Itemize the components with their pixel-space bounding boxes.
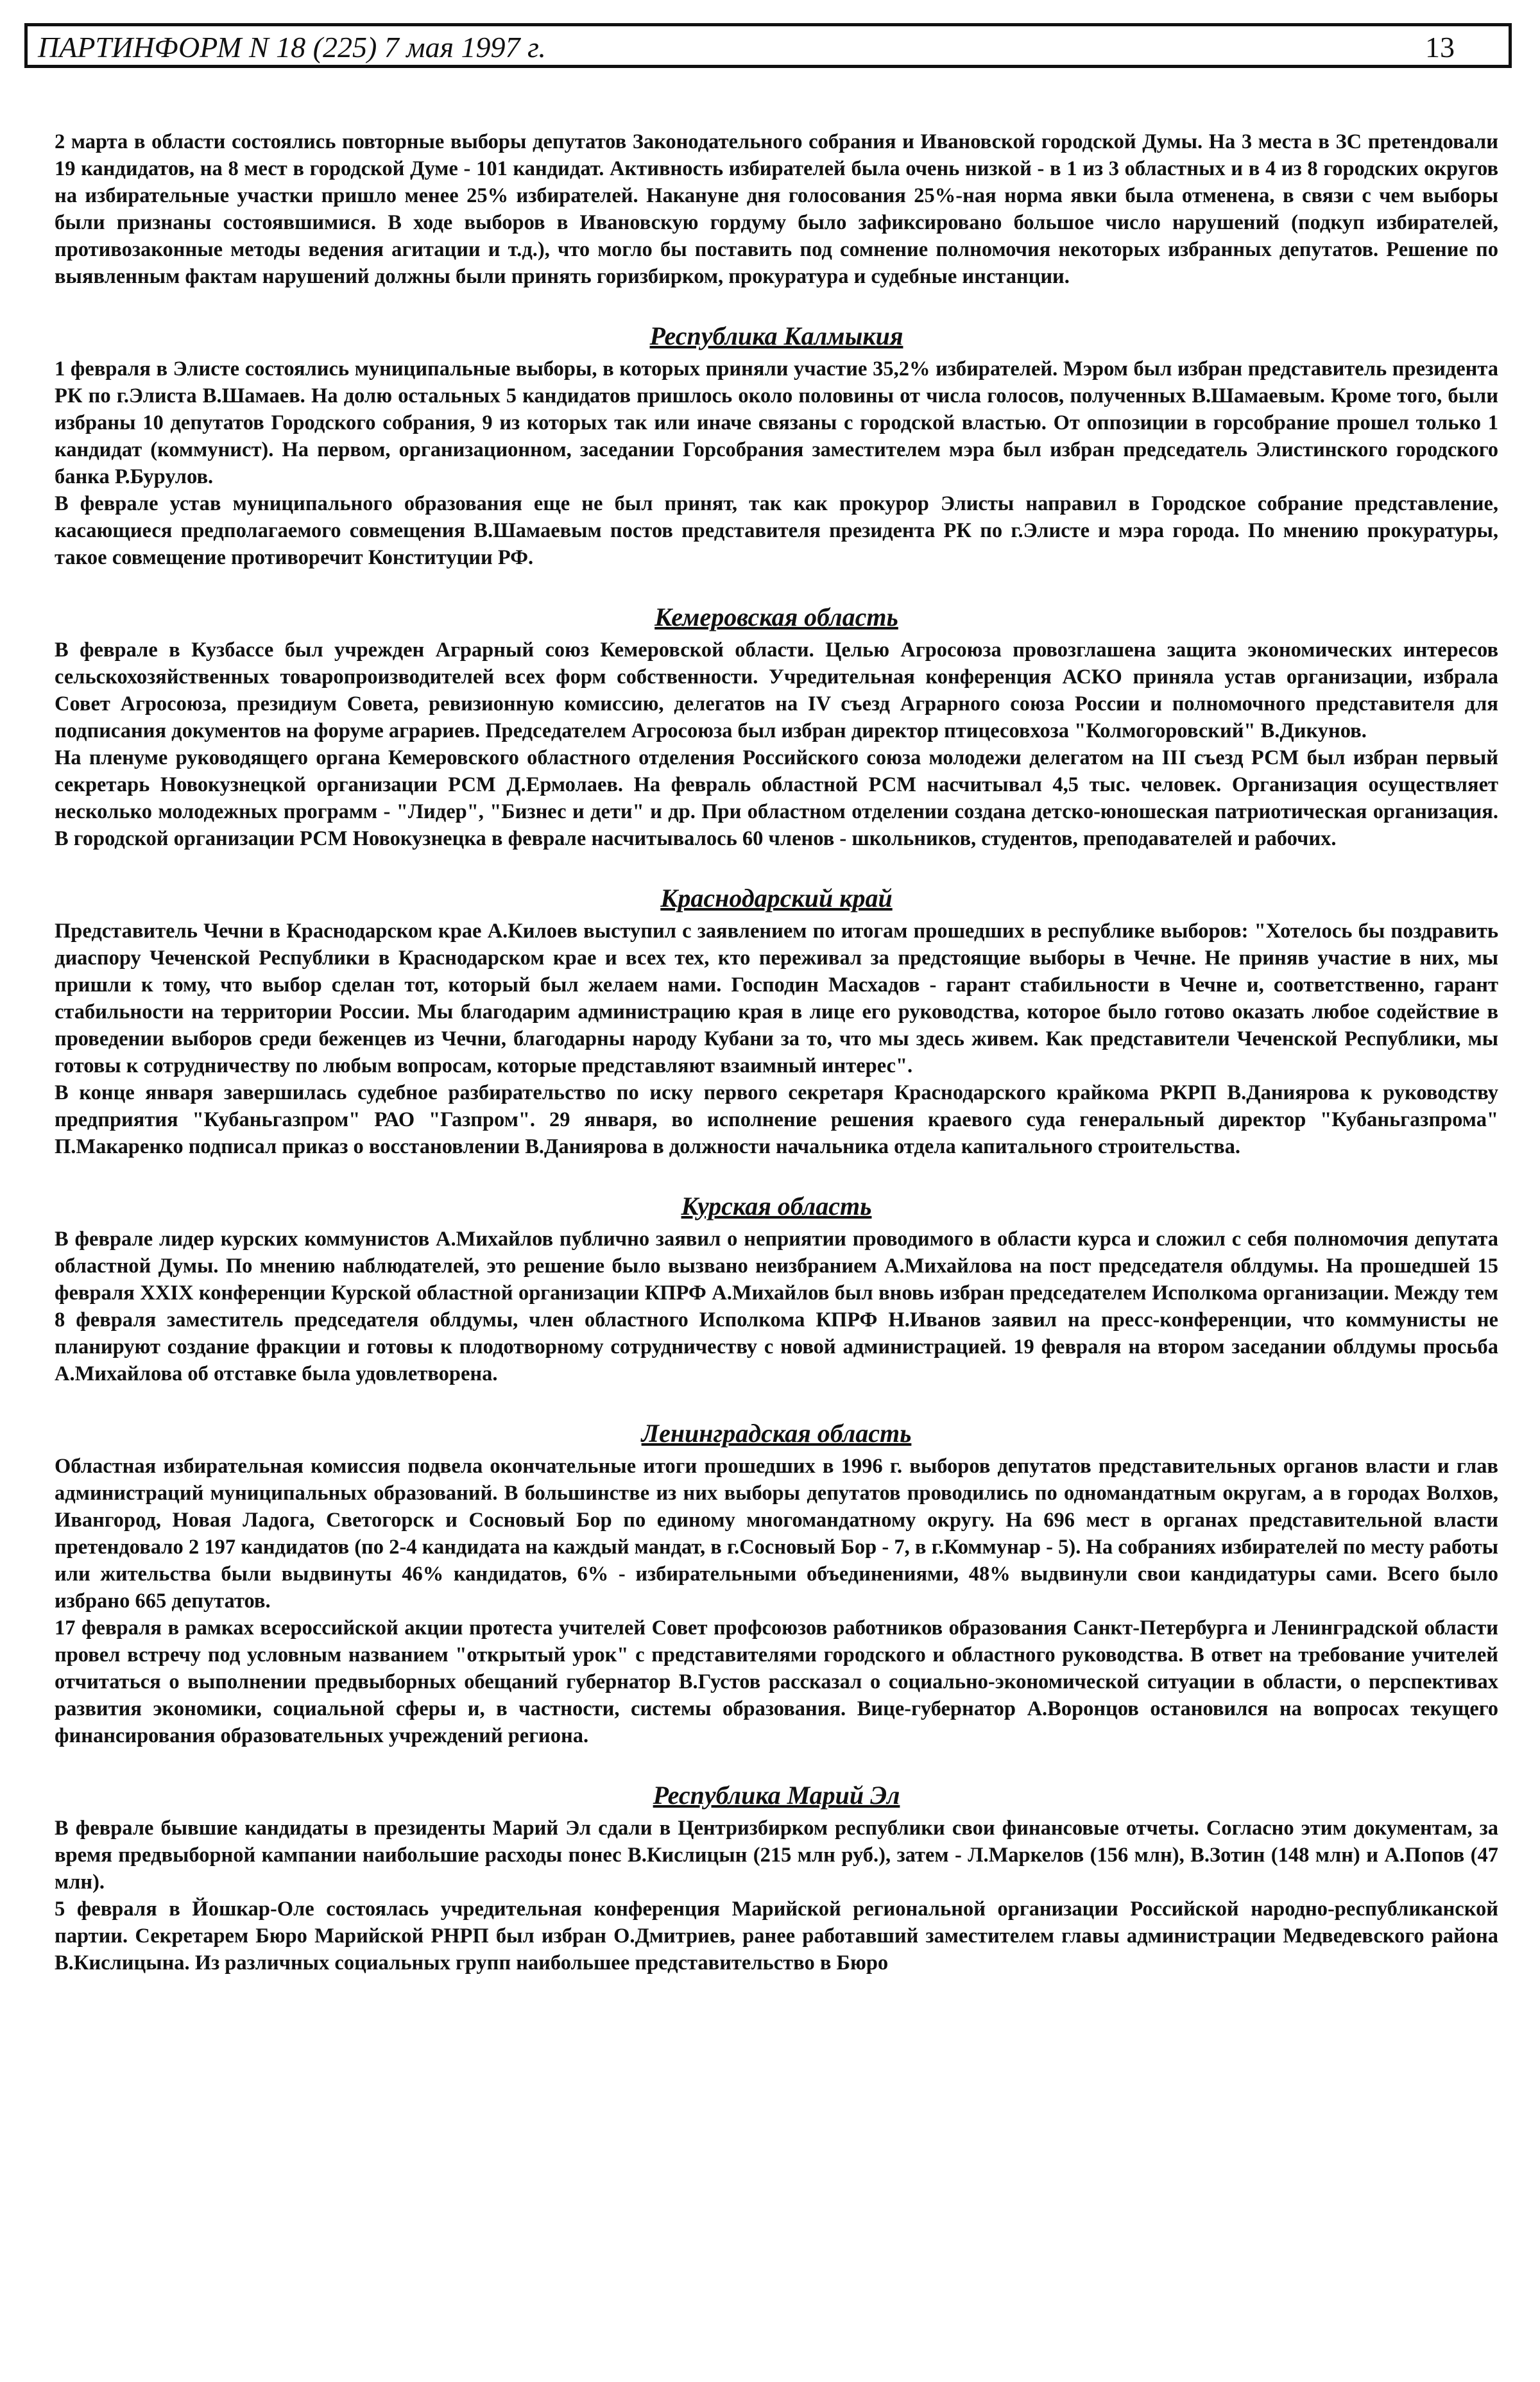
section-title-krasnodar: Краснодарский край (660, 884, 893, 913)
intro-paragraph: 2 марта в области состоялись повторные выборы депутатов Законодательного собрания и Ивановской городской Думы. На 3 места в ЗС претендовали 19 кандидатов, на 8 мест в городской Думе - 101 кандидат. Активность избирателей была очень низкой - в 1 из 3 областных и в 4 из 8 городских округов на избирательные участки пришло менее 25% избирателей. Накануне дня голосования 25%-ная норма явки была отменена, в связи с чем выборы были признаны состоявшимися. В ходе выборов в Ивановскую гордуму было зафиксировано большое число нарушений (подкуп избирателей, противозаконные методы ведения агитации и т.д.), что могло бы поставить под сомнение полномочия некоторых избранных депутатов. Решение по выявленным фактам нарушений должны были принять горизбирком, прокуратура и судебные инстанции. (55, 130, 1498, 288)
section-paragraph: На пленуме руководящего органа Кемеровского областного отделения Российского союза молодежи делегатом на III съезд РСМ был избран первый секретарь Новокузнецкой организации РСМ Д.Ермолаев. На февраль областной РСМ насчитывал 4,5 тыс. человек. Организация осуществляет несколько молодежных программ - "Лидер", "Бизнес и дети" и др. При областном отделении создана детско-юношеская патриотическая организация. В городской организации РСМ Новокузнецка в феврале насчитывалось 60 членов - школьников, студентов, преподавателей и рабочих. (55, 746, 1498, 850)
section-paragraph: В феврале в Кузбассе был учрежден Аграрный союз Кемеровской области. Целью Агросоюза провозглашена защита экономических интересов сельскохозяйственных товаропроизводителей всех форм собственности. Учредительная конференция АСКО приняла устав организации, избрала Совет Агросоюза, президиум Совета, ревизионную комиссию, делегатов на IV съезд Аграрного союза России и полномочного представителя для подписания документов на форуме аграриев. Председателем Агросоюза был избран директор птицесовхоза "Колмогоровский" В.Дикунов. (55, 638, 1498, 742)
section-title-leningrad: Ленинградская область (641, 1419, 912, 1448)
publication-title: ПАРТИНФОРМ N 18 (225) 7 мая 1997 г. (38, 31, 546, 64)
page-header (24, 23, 1512, 68)
article-body (55, 128, 1498, 2361)
section-paragraph: 1 февраля в Элисте состоялись муниципальные выборы, в которых приняли участие 35,2% избирателей. Мэром был избран представитель президента РК по г.Элиста В.Шамаев. На долю остальных 5 кандидатов пришлось около половины от числа голосов, полученных В.Шамаевым. Кроме того, были избраны 10 депутатов Городского собрания, 9 из которых так или иначе связаны с городской властью. От оппозиции в горсобрание прошел только 1 кандидат (коммунист). На первом, организационном, заседании Горсобрания заместителем мэра был избран председатель Элистинского городского банка Р.Бурулов. (55, 357, 1498, 488)
section-paragraph: В конце января завершилась судебное разбирательство по иску первого секретаря Краснодарского крайкома РКРП В.Даниярова к руководству предприятия "Кубаньгазпром" РАО "Газпром". 29 января, во исполнение решения краевого суда генеральный директор "Кубаньгазпрома" П.Макаренко подписал приказ о восстановлении В.Даниярова в должности начальника отдела капитального строительства. (55, 1081, 1498, 1158)
section-paragraph: В феврале лидер курских коммунистов А.Михайлов публично заявил о неприятии проводимого в области курса и сложил с себя полномочия депутата областной Думы. По мнению наблюдателей, это решение было вызвано неизбранием А.Михайлова на пост председателя облдумы. На прошедшей 15 февраля XXIX конференции Курской областной организации КПРФ А.Михайлов был вновь избран председателем Исполкома организации. Между тем 8 февраля заместитель председателя облдумы, член областного Исполкома КПРФ Н.Иванов заявил на пресс-конференции, что коммунисты не планируют создание фракции и готовы к плодотворному сотрудничеству с новой администрацией. 19 февраля на втором заседании облдумы просьба А.Михайлова об отставке была удовлетворена. (55, 1228, 1498, 1385)
section-paragraph: В феврале бывшие кандидаты в президенты Марий Эл сдали в Центризбирком республики свои финансовые отчеты. Согласно этим документам, за время предвыборной кампании наибольшие расходы понес В.Кислицын (215 млн руб.), затем - Л.Маркелов (156 млн), В.Зотин (148 млн) и А.Попов (47 млн). (55, 1817, 1498, 1894)
section-title-kursk: Курская область (681, 1192, 872, 1221)
section-paragraph: Представитель Чечни в Краснодарском крае А.Килоев выступил с заявлением по итогам прошедших в республике выборов: "Хотелось бы поздравить диаспору Чеченской Республики в Краснодарском крае и всех тех, кто переживал за предстоящие выборы в Чечне. Не приняв участие в них, мы пришли к тому, что выбор сделан тот, который был желаем нами. Господин Масхадов - гарант стабильности в Чечне и, соответственно, гарант стабильности на территории России. Мы благодарим администрацию края в лице его руководства, которое было готово оказать любое содействие в проведении выборов среди беженцев из Чечни, благодарны народу Кубани за то, что мы здесь живем. Как представители Чеченской Республики, мы готовы к сотрудничеству по любым вопросам, которые представляют взаимный интерес". (55, 920, 1498, 1077)
page-number: 13 (1425, 31, 1455, 64)
section-paragraph: 17 февраля в рамках всероссийской акции протеста учителей Совет профсоюзов работников образования Санкт-Петербурга и Ленинградской области провел встречу под условным названием "открытый урок" с представителями городского и областного руководства. В ответ на требование учителей отчитаться о выполнении предвыборных обещаний губернатор В.Густов рассказал о социально-экономической ситуации в области, о перспективах развития экономики, социальной сферы и, в частности, системы образования. Вице-губернатор А.Воронцов остановился на вопросах текущего финансирования образовательных учреждений региона. (55, 1616, 1498, 1747)
section-paragraph: 5 февраля в Йошкар-Оле состоялась учредительная конференция Марийской региональной организации Российской народно-республиканской партии. Секретарем Бюро Марийской РНРП был избран О.Дмитриев, ранее работавший заместителем главы администрации Медведевского района В.Кислицына. Из различных социальных групп наибольшее представительство в Бюро (55, 1898, 1498, 1975)
section-title-mari-el: Республика Марий Эл (653, 1781, 900, 1810)
section-title-kalmykia: Республика Калмыкия (649, 321, 903, 350)
section-paragraph: В феврале устав муниципального образования еще не был принят, так как прокурор Элисты направил в Городское собрание представление, касающиеся предполагаемого совмещения В.Шамаевым постов представителя президента РК по г.Элисте и мэра города. По мнению прокуратуры, такое совмещение противоречит Конституции РФ. (55, 492, 1498, 569)
section-title-kemerovo: Кемеровская область (654, 603, 898, 631)
section-paragraph: Областная избирательная комиссия подвела окончательные итоги прошедших в 1996 г. выборов депутатов представительных органов власти и глав администраций муниципальных образований. В большинстве из них выборы депутатов проводились по одномандатным округам, а в городах Волхов, Ивангород, Новая Ладога, Светогорск и Сосновый Бор по единому многомандатному округу. На 696 мест в органах представительной власти претендовало 2 197 кандидатов (по 2-4 кандидата на каждый мандат, в г.Сосновый Бор - 7, в г.Коммунар - 5). На собраниях избирателей по месту работы или жительства были выдвинуты 46% кандидатов, 6% - избирательными объединениями, 48% выдвинули свои кандидатуры сами. Всего было избрано 665 депутатов. (55, 1455, 1498, 1613)
